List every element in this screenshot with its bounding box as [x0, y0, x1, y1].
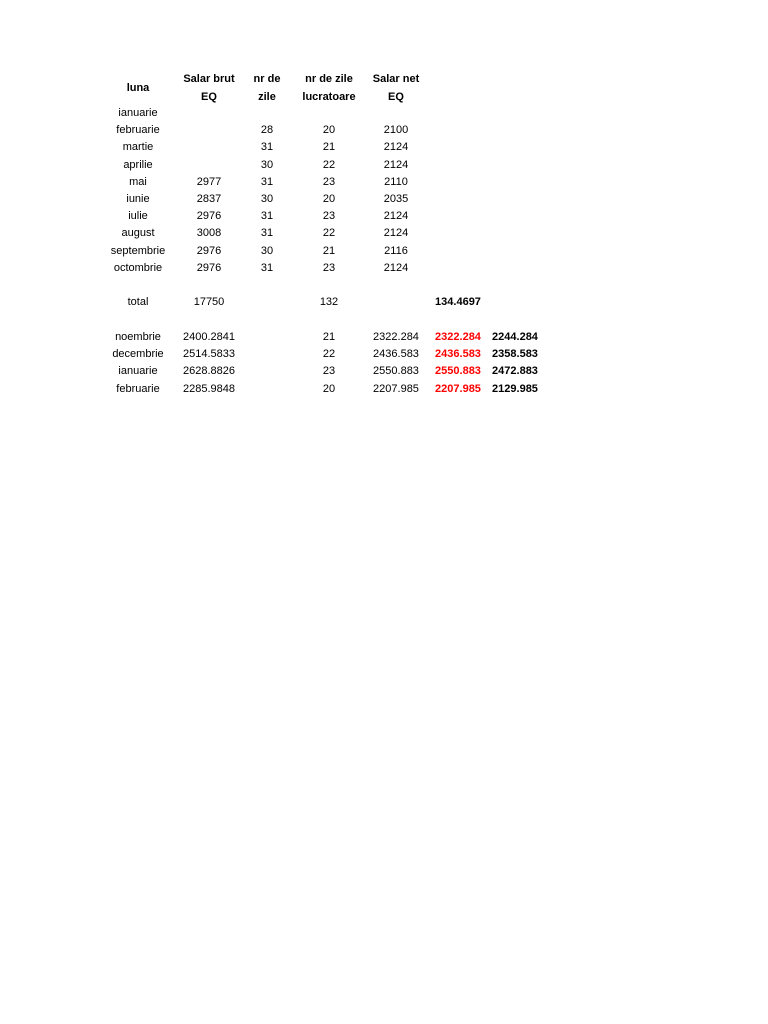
header-luna: luna: [126, 82, 150, 94]
row-salar-brut: 2837: [196, 193, 222, 205]
projection-salar-brut: 2514.5833: [183, 348, 235, 360]
projection-highlight-value: 2550.883: [435, 365, 481, 377]
row-month: octombrie: [113, 262, 163, 274]
row-salar-brut: 2976: [196, 262, 222, 274]
row-zile-lucratoare: 20: [322, 124, 336, 136]
row-month: mai: [129, 176, 147, 188]
total-zile-lucratoare: 132: [319, 296, 339, 308]
row-nr-zile: 31: [260, 176, 274, 188]
header-nr-zile-line2: zile: [258, 91, 276, 103]
row-month: septembrie: [110, 245, 166, 257]
projection-salar-net: 2207.985: [373, 383, 419, 395]
row-salar-net: 2100: [383, 124, 409, 136]
row-nr-zile: 31: [260, 262, 274, 274]
projection-salar-brut: 2400.2841: [183, 331, 235, 343]
projection-salar-brut: 2285.9848: [183, 383, 235, 395]
row-nr-zile: 31: [260, 141, 274, 153]
row-salar-brut: [176, 105, 242, 122]
row-zile-lucratoare: 23: [322, 210, 336, 222]
row-month: martie: [122, 141, 154, 153]
row-nr-zile: 30: [260, 193, 274, 205]
row-salar-brut: 2977: [196, 176, 222, 188]
header-salar-brut-line2: EQ: [201, 91, 217, 103]
header-salar-brut-line1: Salar brut: [183, 73, 235, 85]
projection-highlight-value: 2436.583: [435, 348, 481, 360]
total-salar-brut: 17750: [193, 296, 225, 308]
row-zile-lucratoare: 22: [322, 227, 336, 239]
projection-salar-net: 2436.583: [373, 348, 419, 360]
projection-month: decembrie: [112, 348, 164, 360]
total-extra-value: 134.4697: [435, 296, 481, 308]
projection-bold-value: 2129.985: [492, 383, 538, 395]
projection-bold-value: 2358.583: [492, 348, 538, 360]
projection-bold-value: 2244.284: [492, 331, 538, 343]
projection-zile-lucratoare: 22: [322, 348, 336, 360]
row-salar-net: 2116: [384, 245, 408, 257]
projection-zile-lucratoare: 21: [322, 331, 336, 343]
row-zile-lucratoare: 21: [322, 141, 336, 153]
row-salar-net: 2035: [383, 193, 409, 205]
row-nr-zile: 28: [260, 124, 274, 136]
row-zile-lucratoare: 22: [322, 159, 336, 171]
projection-salar-net: 2550.883: [373, 365, 419, 377]
projection-salar-net: 2322.284: [373, 331, 419, 343]
row-nr-zile: 30: [260, 245, 274, 257]
projection-bold-value: 2472.883: [492, 365, 538, 377]
total-label: total: [127, 296, 149, 308]
row-month: aprilie: [123, 159, 153, 171]
row-salar-net: 2124: [383, 159, 409, 171]
row-salar-net: 2124: [383, 141, 409, 153]
row-zile-lucratoare: [296, 105, 362, 122]
row-nr-zile: 31: [260, 227, 274, 239]
row-salar-net: 2110: [384, 176, 408, 188]
header-nr-zile-line1: nr de: [253, 73, 281, 85]
row-salar-brut: 2976: [196, 210, 222, 222]
row-salar-brut: [176, 122, 242, 139]
row-salar-net: [362, 105, 430, 122]
projection-month: ianuarie: [118, 365, 158, 377]
projection-month: februarie: [116, 383, 160, 395]
row-salar-net: 2124: [383, 210, 409, 222]
row-month: iulie: [128, 210, 148, 222]
row-month: ianuarie: [118, 107, 158, 119]
header-salar-net-line1: Salar net: [372, 73, 420, 85]
row-month: iunie: [126, 193, 150, 205]
row-salar-brut: 3008: [196, 227, 222, 239]
row-nr-zile: 30: [260, 159, 274, 171]
row-zile-lucratoare: 23: [322, 176, 336, 188]
projection-zile-lucratoare: 23: [322, 365, 336, 377]
row-nr-zile: [245, 105, 289, 122]
row-zile-lucratoare: 20: [322, 193, 336, 205]
row-salar-brut: [176, 157, 242, 174]
row-month: februarie: [116, 124, 160, 136]
projection-salar-brut: 2628.8826: [183, 365, 235, 377]
projection-month: noembrie: [115, 331, 161, 343]
projection-highlight-value: 2322.284: [435, 331, 481, 343]
row-salar-net: 2124: [383, 227, 409, 239]
row-salar-brut: [176, 139, 242, 156]
projection-zile-lucratoare: 20: [322, 383, 336, 395]
row-month: august: [121, 227, 155, 239]
row-zile-lucratoare: 21: [322, 245, 336, 257]
projection-highlight-value: 2207.985: [435, 383, 481, 395]
row-salar-brut: 2976: [196, 245, 222, 257]
row-nr-zile: 31: [260, 210, 274, 222]
row-salar-net: 2124: [383, 262, 409, 274]
header-zile-lucratoare-line2: lucratoare: [302, 91, 356, 103]
row-zile-lucratoare: 23: [322, 262, 336, 274]
header-salar-net-line2: EQ: [388, 91, 404, 103]
header-zile-lucratoare-line1: nr de zile: [305, 73, 353, 85]
